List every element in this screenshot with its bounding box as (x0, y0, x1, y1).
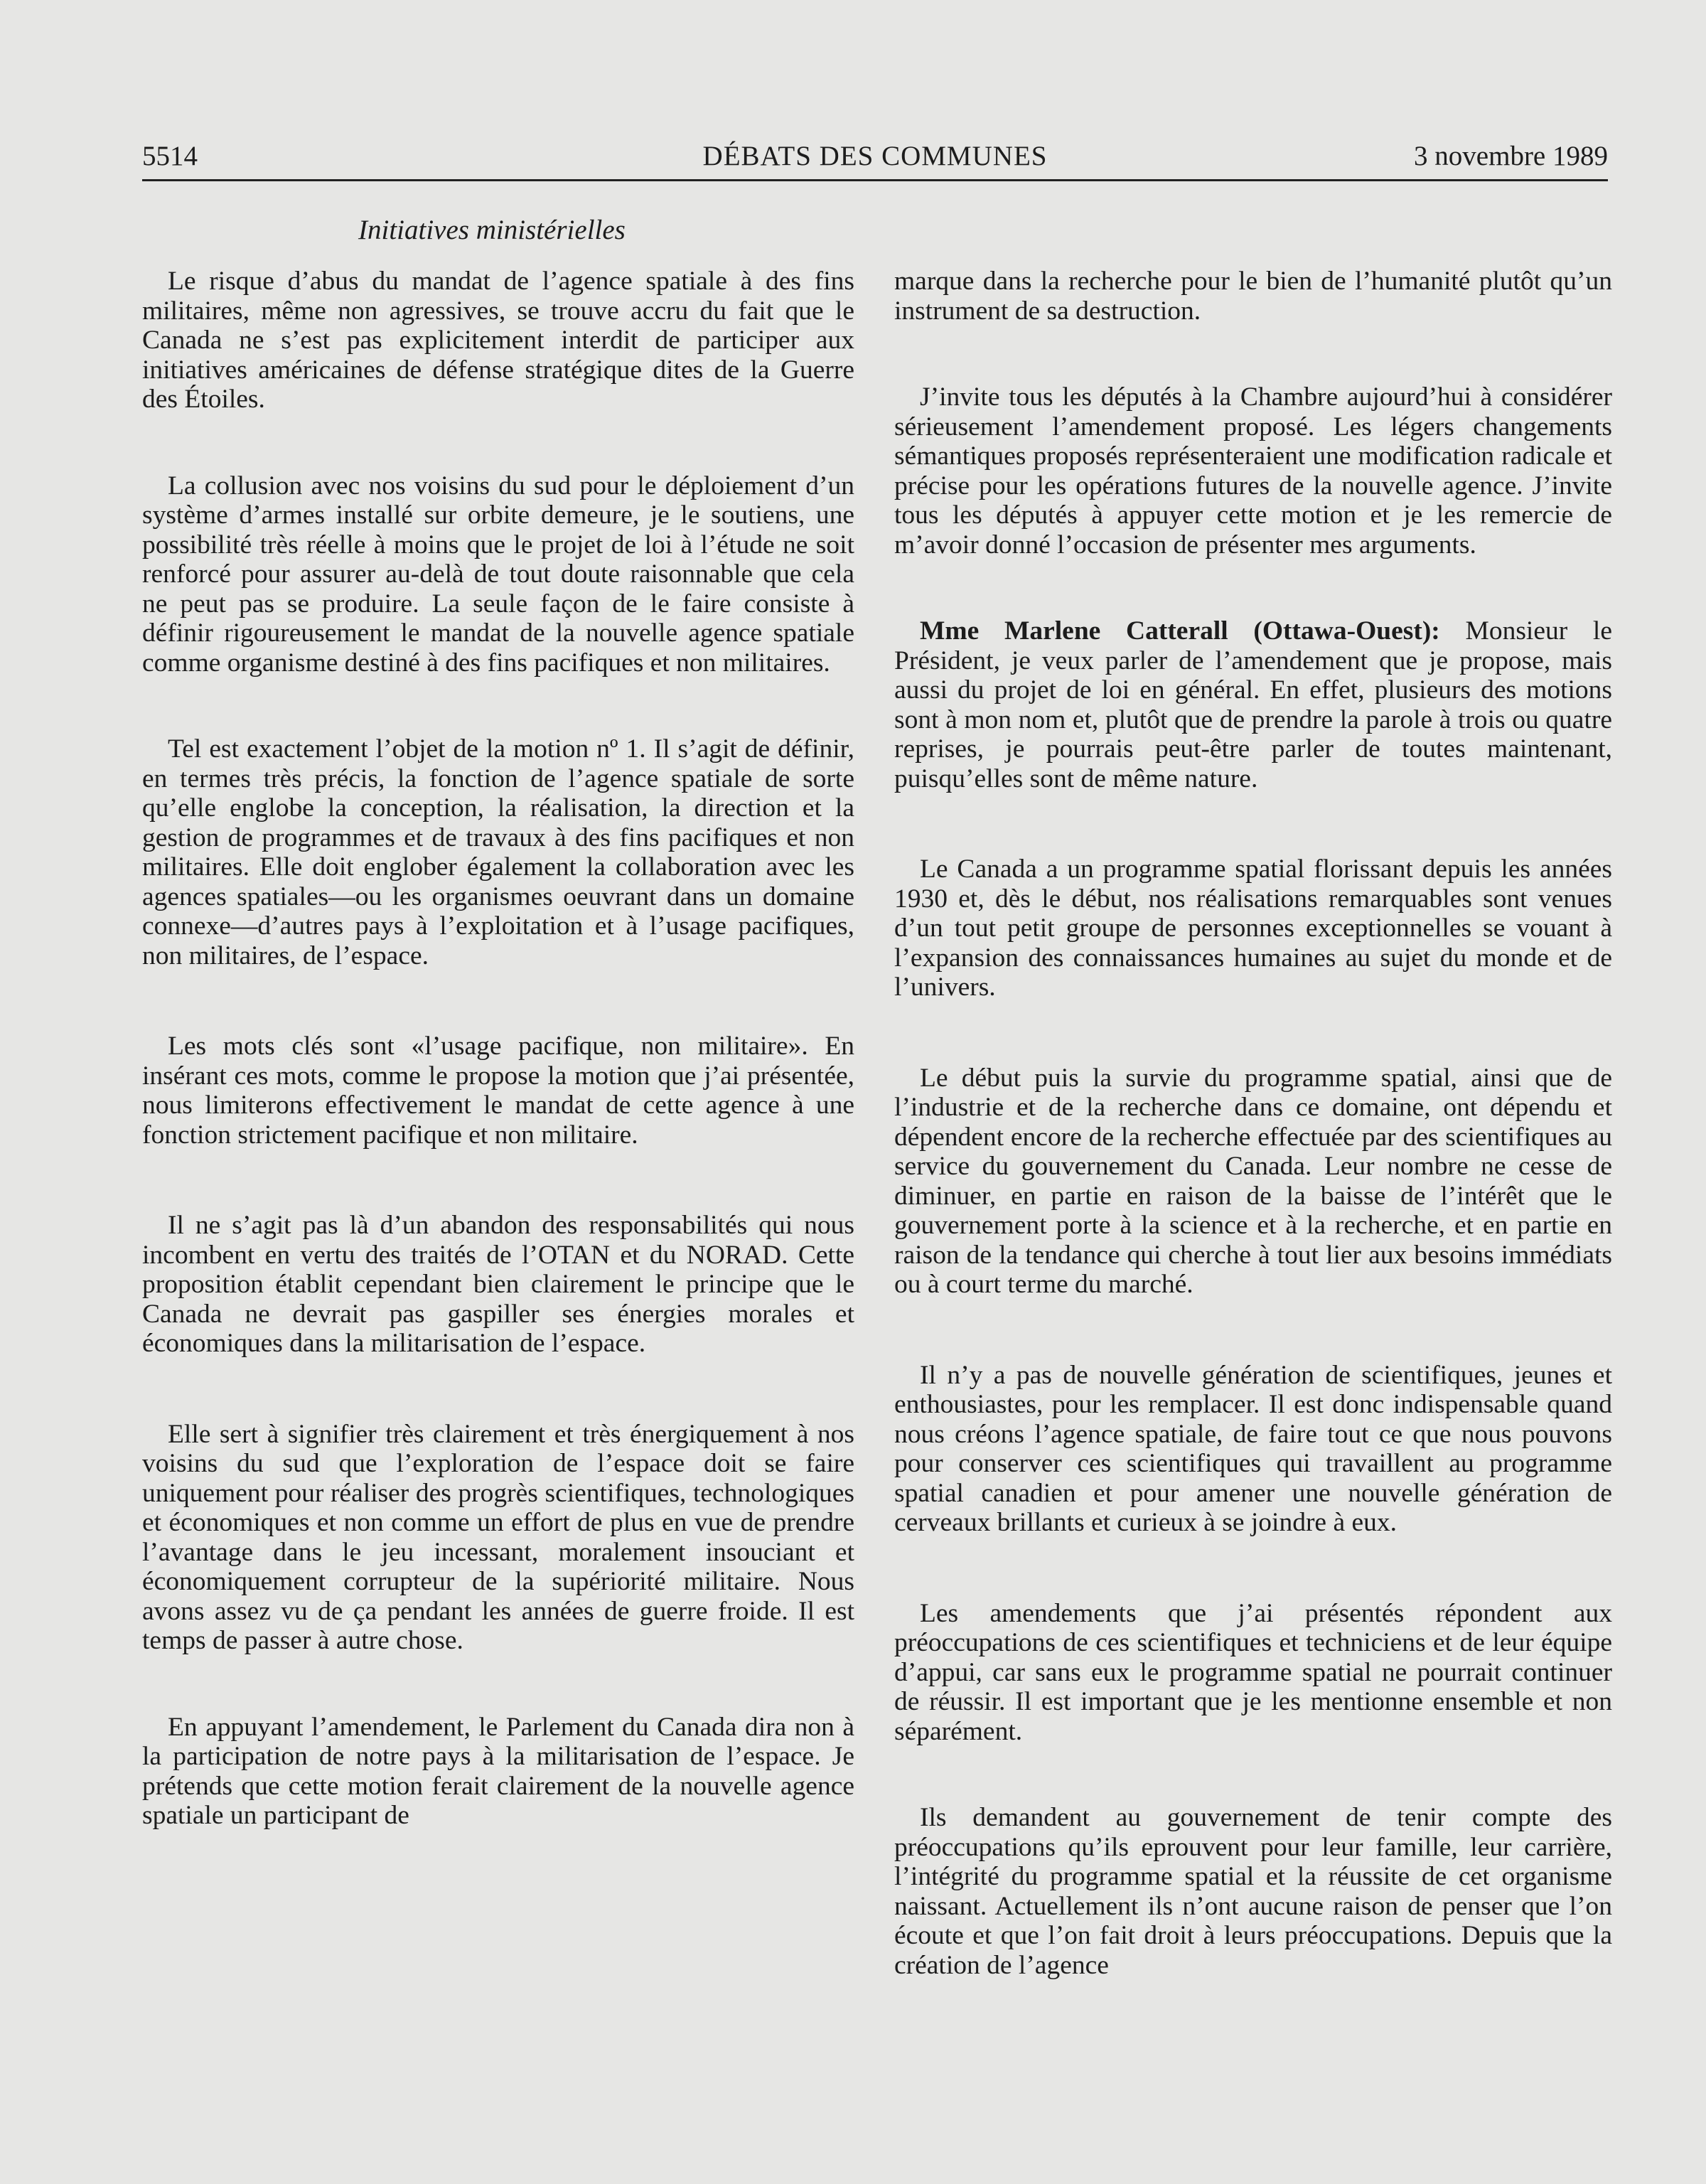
paragraph: Les mots clés sont «l’usage pacifique, non militaire». En insérant ces mots, comme le propose la motion que j’ai présentée, nous limiterons effectivement le mandat de cette agence à une fonction strictement pacifique et non militaire. (142, 1032, 854, 1150)
paragraph-continuation: marque dans la recherche pour le bien de l’humanité plutôt qu’un instrument de sa destruction. (894, 267, 1612, 326)
paragraph: Ils demandent au gouvernement de tenir compte des préoccupations qu’ils eprouvent pour leur famille, leur carrière, l’intégrité du programme spatial et la réussite de cet organisme naissant. Actuellement ils n’ont aucune raison de penser que l’on écoute et que l’on fait droit à leurs préoccupations. Depuis que la création de l’agence (894, 1803, 1612, 1980)
paragraph: Le Canada a un programme spatial florissant depuis les années 1930 et, dès le début, nos réalisations remarquables sont venues d’un tout petit groupe de personnes exceptionnelles se vouant à l’expansion des connaissances humaines au sujet du monde et de l’univers. (894, 855, 1612, 1002)
speaker-text: Monsieur le Président, je veux parler de l’amendement que je propose, mais aussi du projet de loi en général. En effet, plusieurs des motions sont à mon nom et, plutôt que de prendre la parole à trois ou quatre reprises, je pourrais peut-être parler de toutes maintenant, puisqu’elles sont de même nature. (894, 616, 1612, 793)
paragraph: La collusion avec nos voisins du sud pour le déploiement d’un système d’armes installé sur orbite demeure, je le soutiens, une possibilité très réelle à moins que le projet de loi à l’étude ne soit renforcé pour assurer au-delà de tout doute raisonnable que cela ne peut pas se produire. La seule façon de le faire consiste à définir rigoureusement le mandat de la nouvelle agence spatiale comme organisme destiné à des fins pacifiques et non militaires. (142, 471, 854, 678)
paragraph: Il ne s’agit pas là d’un abandon des responsabilités qui nous incombent en vertu des traités de l’OTAN et du NORAD. Cette proposition établit cependant bien clairement le principe que le Canada ne devrait pas gaspiller ses énergies morales et économiques dans la militarisation de l’espace. (142, 1211, 854, 1358)
speaker-paragraph (894, 616, 1612, 793)
publication-date: 3 novembre 1989 (1414, 141, 1608, 171)
speaker-name: Mme Marlene Catterall (Ottawa-Ouest): (920, 616, 1440, 646)
left-column (142, 267, 854, 1831)
paragraph: Elle sert à signifier très clairement et très énergiquement à nos voisins du sud que l’exploration de l’espace doit se faire uniquement pour réaliser des progrès scientifiques, technologiques et économiques et non comme un effort de plus en vue de prendre l’avantage dans le jeu incessant, moralement insouciant et économiquement corrupteur de la supériorité militaire. Nous avons assez vu de ça pendant les années de guerre froide. Il est temps de passer à autre chose. (142, 1419, 854, 1655)
right-column (894, 267, 1612, 1980)
paragraph: J’invite tous les députés à la Chambre aujourd’hui à considérer sérieusement l’amendement proposé. Les légers changements sémantiques proposés représenteraient une modification radicale et précise pour les opérations futures de la nouvelle agence. J’invite tous les députés à appuyer cette motion et je les remercie de m’avoir donné l’occasion de présenter mes arguments. (894, 382, 1612, 560)
paragraph: Les amendements que j’ai présentés répondent aux préoccupations de ces scientifiques et techniciens et de leur équipe d’appui, car sans eux le programme spatial ne pourrait continuer de réussir. Il est important que je les mentionne ensemble et non séparément. (894, 1598, 1612, 1746)
paragraph: Le risque d’abus du mandat de l’agence spatiale à des fins militaires, même non agressives, se trouve accru du fait que le Canada ne s’est pas explicitement interdit de participer aux initiatives américaines de défense stratégique dites de la Guerre des Étoiles. (142, 267, 854, 414)
paragraph: Il n’y a pas de nouvelle génération de scientifiques, jeunes et enthousiastes, pour les remplacer. Il est donc indispensable quand nous créons l’agence spatiale, de faire tout ce que nous pouvons pour conserver ces scientifiques qui travaillent au programme spatial canadien et pour amener une nouvelle génération de cerveaux brillants et curieux à se joindre à eux. (894, 1360, 1612, 1537)
page-header (142, 139, 1608, 181)
paragraph: Tel est exactement l’objet de la motion nº 1. Il s’agit de définir, en termes très précis, la fonction de l’agence spatiale de sorte qu’elle englobe la conception, la réalisation, la direction et la gestion de programmes et de travaux à des fins pacifiques et non militaires. Elle doit englober également la collaboration avec les agences spatiales—ou les organismes oeuvrant dans un domaine connexe—d’autres pays à l’exploitation et à l’usage pacifiques, non militaires, de l’espace. (142, 734, 854, 970)
paragraph: En appuyant l’amendement, le Parlement du Canada dira non à la participation de notre pays à la militarisation de l’espace. Je prétends que cette motion ferait clairement de la nouvelle agence spatiale un participant de (142, 1712, 854, 1830)
page-number: 5514 (142, 141, 198, 171)
publication-title: DÉBATS DES COMMUNES (702, 141, 1048, 171)
paragraph: Le début puis la survie du programme spatial, ainsi que de l’industrie et de la recherche dans ce domaine, ont dépendu et dépendent encore de la recherche effectuée par des scientifiques au service du gouvernement du Canada. Leur nombre ne cesse de diminuer, en partie en raison de la baisse de l’intérêt que le gouvernement porte à la science et à la recherche, et en partie en raison de la tendance qui cherche à tout lier aux besoins immédiats ou à court terme du marché. (894, 1063, 1612, 1299)
section-title: Initiatives ministérielles (358, 215, 626, 245)
